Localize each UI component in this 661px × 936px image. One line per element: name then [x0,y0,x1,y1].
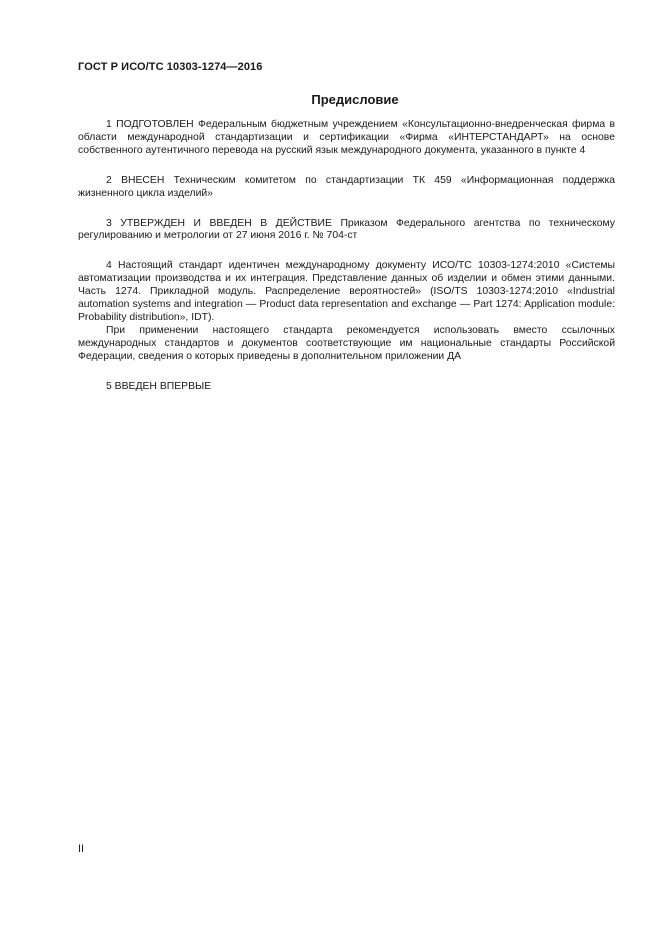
paragraph-application-note: При применении настоящего стандарта рекомендуется использовать вместо ссылочных международных стандартов и документов соответствующие им национальные стандарты Российской Федерации, сведения о которых приведены в дополнительном приложении ДА [78,324,615,362]
paragraph-approved: 3 УТВЕРЖДЕН И ВВЕДЕН В ДЕЙСТВИЕ Приказом Федерального агентства по техническому регулированию и метрологии от 27 июня 2016 г. № 704-ст [78,217,615,242]
paragraph-introduced: 5 ВВЕДЕН ВПЕРВЫЕ [106,380,212,392]
page-number: II [78,843,85,855]
section-title: Предисловие [311,92,399,107]
paragraph-identical: 4 Настоящий стандарт идентичен международному документу ИСО/ТС 10303-1274:2010 «Системы автоматизации производства и их интеграция. Представление данных об изделии и обмен этими данными. Часть 1274. Прикладной модуль. Распределение вероятностей» (ISO/TS 10303-1274:2010 «Industrial automation systems and integration — Product data representation and exchange — Part 1274: Application module: Probability distribution», IDT). [78,260,615,323]
foreword-body [78,119,615,411]
paragraph-prepared: 1 ПОДГОТОВЛЕН Федеральным бюджетным учреждением «Консультационно-внедренческая фирма в области международной стандартизации и сертификации «Фирма «ИНТЕРСТАНДАРТ» на основе собственного аутентичного перевода на русский язык международного документа, указанного в пункте 4 [78,119,615,156]
paragraph-submitted: 2 ВНЕСЕН Техническим комитетом по стандартизации ТК 459 «Информационная поддержка жизненного цикла изделий» [78,174,615,199]
standard-designation: ГОСТ Р ИСО/ТС 10303-1274—2016 [78,61,263,73]
